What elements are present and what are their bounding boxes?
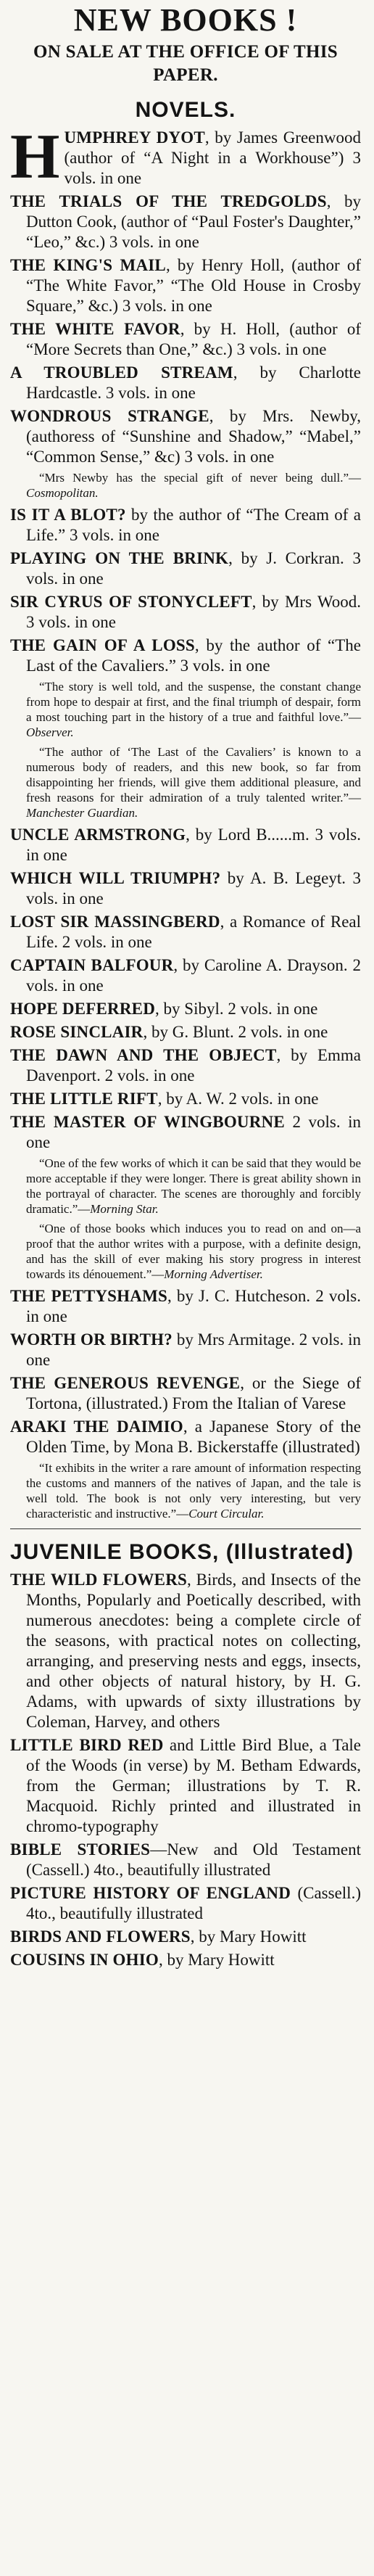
book-listing	[10, 1735, 361, 1837]
juvenile-list	[10, 1570, 361, 1970]
novels-list	[10, 122, 362, 1521]
book-title: SIR CYRUS OF STONYCLEFT	[10, 593, 252, 611]
book-listing	[10, 868, 361, 909]
book-details: , by Mary Howitt	[158, 1951, 275, 1969]
book-listing	[10, 1373, 361, 1414]
review-quote: “The author of ‘The Last of the Cavaliers’ is known to a numerous body of readers, and this new book, so far from disappointing her friends, will give them additional pleasure, and fresh reasons for their admiration of a truly talented writer.”—Manchester Guardian.	[26, 745, 361, 820]
book-title: THE TRIALS OF THE TREDGOLDS	[10, 192, 327, 210]
book-title: THE WILD FLOWERS	[10, 1571, 188, 1589]
book-title: THE WHITE FAVOR	[10, 320, 180, 338]
book-details: by A. B. Legeyt. 3 vols. in one	[26, 869, 361, 908]
review-quote: “Mrs Newby has the special gift of never being dull.”—Cosmopolitan.	[26, 471, 361, 500]
review-source: Morning Advertiser.	[164, 1267, 263, 1281]
book-details: , a Romance of Real Life. 2 vols. in one	[26, 913, 362, 951]
book-title: WHICH WILL TRIUMPH?	[10, 869, 221, 887]
book-listing	[10, 406, 361, 467]
book-listing	[10, 255, 361, 316]
book-details: , by Mrs. Newby, (authoress of “Sunshine and Shadow,” “Mabel,” “Common Sense,” &c) 3 vols. in one	[26, 407, 362, 466]
book-listing	[10, 1045, 361, 1086]
section-heading-novels: NOVELS.	[135, 98, 236, 122]
review-source: Observer.	[26, 725, 74, 739]
review-text: “Mrs Newby has the special gift of never being dull.”	[39, 471, 349, 485]
book-details: , by James Greenwood (author of “A Night in a Workhouse”) 3 vols. in one	[64, 128, 361, 187]
book-details: , by A. W. 2 vols. in one	[157, 1090, 319, 1108]
book-details: and Little Bird Blue, a Tale of the Woods (in verse) by M. Betham Edwards, from the German; illustrations by T. R. Macquoid. Richly printed and illustrated in chromo-typography	[26, 1736, 361, 1835]
book-listing	[10, 1089, 361, 1109]
review-source: Cosmopolitan.	[26, 486, 99, 500]
book-listing	[10, 192, 361, 252]
book-listing	[10, 1022, 361, 1042]
book-listing	[10, 1112, 361, 1153]
book-title: BIRDS AND FLOWERS	[10, 1927, 191, 1946]
review-text: “The story is well told, and the suspense, the constant change from hope to despair at first, and the final triumph of despair, form a most touching part in the history of a true and faithful love.”	[26, 680, 361, 724]
book-details: , by G. Blunt. 2 vols. in one	[143, 1023, 328, 1041]
book-listing	[10, 1883, 361, 1924]
book-details: by Mrs Armitage. 2 vols. in one	[26, 1330, 361, 1369]
review-quote: “It exhibits in the writer a rare amount of information respecting the customs and manners of the natives of Japan, and the tale is well told. The book is not only very interesting, but very characteristic and instructive.”—Court Circular.	[26, 1461, 361, 1521]
book-listing	[10, 363, 361, 403]
book-title: PICTURE HISTORY OF ENGLAND	[10, 1884, 291, 1902]
book-details: , by Emma Davenport. 2 vols. in one	[26, 1046, 361, 1085]
book-details: , by Lord B......m. 3 vols. in one	[26, 826, 361, 864]
drop-cap: H	[10, 122, 60, 192]
book-details: , by Caroline A. Drayson. 2 vols. in one	[26, 956, 361, 995]
review-text: “The author of ‘The Last of the Cavaliers’ is known to a numerous body of readers, and this new book, so far from disappointing her friends, will give them additional pleasure, and fresh reasons for their admiration of a truly talented writer.”	[26, 745, 361, 805]
book-details: , by H. Holl, (author of “More Secrets than One,” &c.) 3 vols. in one	[26, 320, 361, 358]
book-title: THE GENEROUS REVENGE	[10, 1374, 241, 1392]
book-details: , by Sibyl. 2 vols. in one	[155, 1000, 318, 1018]
page-title: NEW BOOKS !	[73, 2, 298, 38]
review-quote: “The story is well told, and the suspense, the constant change from hope to despair at first, and the final triumph of despair, form a most touching part in the history of a true and faithful love.”—Observer.	[26, 680, 361, 739]
book-title: ROSE SINCLAIR	[10, 1023, 144, 1041]
book-listing	[10, 122, 361, 192]
book-listing	[10, 505, 361, 546]
page-subtitle: ON SALE AT THE OFFICE OF THIS PAPER.	[33, 42, 338, 85]
book-details: by the author of “The Cream of a Life.” 3 vols. in one	[26, 506, 361, 544]
book-title: UNCLE ARMSTRONG	[10, 826, 186, 844]
book-title: UMPHREY DYOT	[64, 128, 205, 147]
book-details: , a Japanese Story of the Olden Time, by Mona B. Bickerstaffe (illustrated)	[26, 1417, 362, 1456]
book-details: , by Henry Holl, (author of “The White Favor,” “The Old House in Crosby Square,” &c.) 3 vols. in one	[26, 256, 361, 315]
book-listing	[10, 1950, 361, 1970]
book-listing	[10, 548, 361, 589]
book-listing	[10, 825, 361, 865]
book-title: THE PETTYSHAMS	[10, 1287, 167, 1305]
book-details: , by Dutton Cook, (author of “Paul Foster's Daughter,” “Leo,” &c.) 3 vols. in one	[26, 192, 362, 251]
book-title: LITTLE BIRD RED	[10, 1736, 164, 1754]
book-listing	[10, 1417, 361, 1457]
book-listing	[10, 912, 361, 952]
book-title: HOPE DEFERRED	[10, 1000, 156, 1018]
section-heading-juvenile: JUVENILE BOOKS, (Illustrated)	[10, 1540, 354, 1564]
book-details: 2 vols. in one	[26, 1113, 361, 1151]
review-text: “One of those books which induces you to read on and on—a proof that the author writes with a purpose, with a definite design, and has the skill of ever making his story progress in interest towards its dénouement.”	[26, 1222, 361, 1281]
book-title: THE MASTER OF WINGBOURNE	[10, 1113, 285, 1131]
book-details: —New and Old Testament (Cassell.) 4to., beautifully illustrated	[26, 1840, 361, 1879]
book-listing	[10, 1840, 361, 1880]
book-title: IS IT A BLOT?	[10, 506, 126, 524]
book-title: THE KING'S MAIL	[10, 256, 166, 274]
book-title: THE DAWN AND THE OBJECT	[10, 1046, 277, 1064]
review-source: Court Circular.	[188, 1507, 265, 1521]
book-details: , by Mary Howitt	[190, 1927, 307, 1946]
book-details: , by Mrs Wood. 3 vols. in one	[26, 593, 362, 631]
book-title: BIBLE STORIES	[10, 1840, 151, 1859]
book-listing	[10, 1286, 361, 1327]
book-details: , by J. Corkran. 3 vols. in one	[26, 549, 361, 588]
book-details: , Birds, and Insects of the Months, Popularly and Poetically described, with numerous anecdotes: being a complete circle of the seasons, with practical notes on collecting, arranging, and preserving nests and eggs, insects, and other objects of natural history, by H. G. Adams, with upwards of sixty illustrations by Coleman, Harvey, and others	[26, 1571, 361, 1731]
book-title: COUSINS IN OHIO	[10, 1951, 159, 1969]
book-details: (Cassell.) 4to., beautifully illustrated	[26, 1884, 361, 1922]
book-listing	[10, 1330, 361, 1370]
book-listing	[10, 955, 361, 996]
book-title: PLAYING ON THE BRINK	[10, 549, 229, 567]
book-details: , by Charlotte Hardcastle. 3 vols. in one	[26, 363, 361, 402]
book-listing	[10, 592, 361, 633]
book-listing	[10, 999, 361, 1019]
review-text: “One of the few works of which it can be said that they would be more acceptable if they were longer. There is great ability shown in the portrayal of character. The scenes are thoroughly and forcibly dramatic.”	[26, 1156, 361, 1216]
book-listing	[10, 319, 361, 360]
book-title: WORTH OR BIRTH?	[10, 1330, 173, 1349]
book-listing	[10, 1927, 361, 1947]
book-title: WONDROUS STRANGE	[10, 407, 209, 425]
section-divider	[10, 1528, 361, 1529]
book-title: A TROUBLED STREAM	[10, 363, 233, 382]
book-title: THE GAIN OF A LOSS	[10, 636, 195, 654]
book-title: LOST SIR MASSINGBERD	[10, 913, 220, 931]
book-listing	[10, 1570, 361, 1732]
book-title: THE LITTLE RIFT	[10, 1090, 158, 1108]
book-details: , by the author of “The Last of the Cavaliers.” 3 vols. in one	[26, 636, 361, 675]
review-text: “It exhibits in the writer a rare amount of information respecting the customs and manners of the natives of Japan, and the tale is well told. The book is not only very interesting, but very characteristic and instructive.”	[26, 1461, 361, 1521]
book-details: , by J. C. Hutcheson. 2 vols. in one	[26, 1287, 361, 1325]
review-source: Morning Star.	[90, 1202, 159, 1216]
review-source: Manchester Guardian.	[26, 806, 138, 820]
review-quote: “One of the few works of which it can be said that they would be more acceptable if they were longer. There is great ability shown in the portrayal of character. The scenes are thoroughly and forcibly dramatic.”—Morning Star.	[26, 1156, 361, 1216]
book-title: ARAKI THE DAIMIO	[10, 1417, 183, 1436]
book-title: CAPTAIN BALFOUR	[10, 956, 174, 974]
review-quote: “One of those books which induces you to read on and on—a proof that the author writes with a purpose, with a definite design, and has the skill of ever making his story progress in interest towards its dénouement.”—Morning Advertiser.	[26, 1222, 361, 1281]
book-listing	[10, 635, 361, 676]
book-details: , or the Siege of Tortona, (illustrated.) From the Italian of Varese	[26, 1374, 362, 1412]
